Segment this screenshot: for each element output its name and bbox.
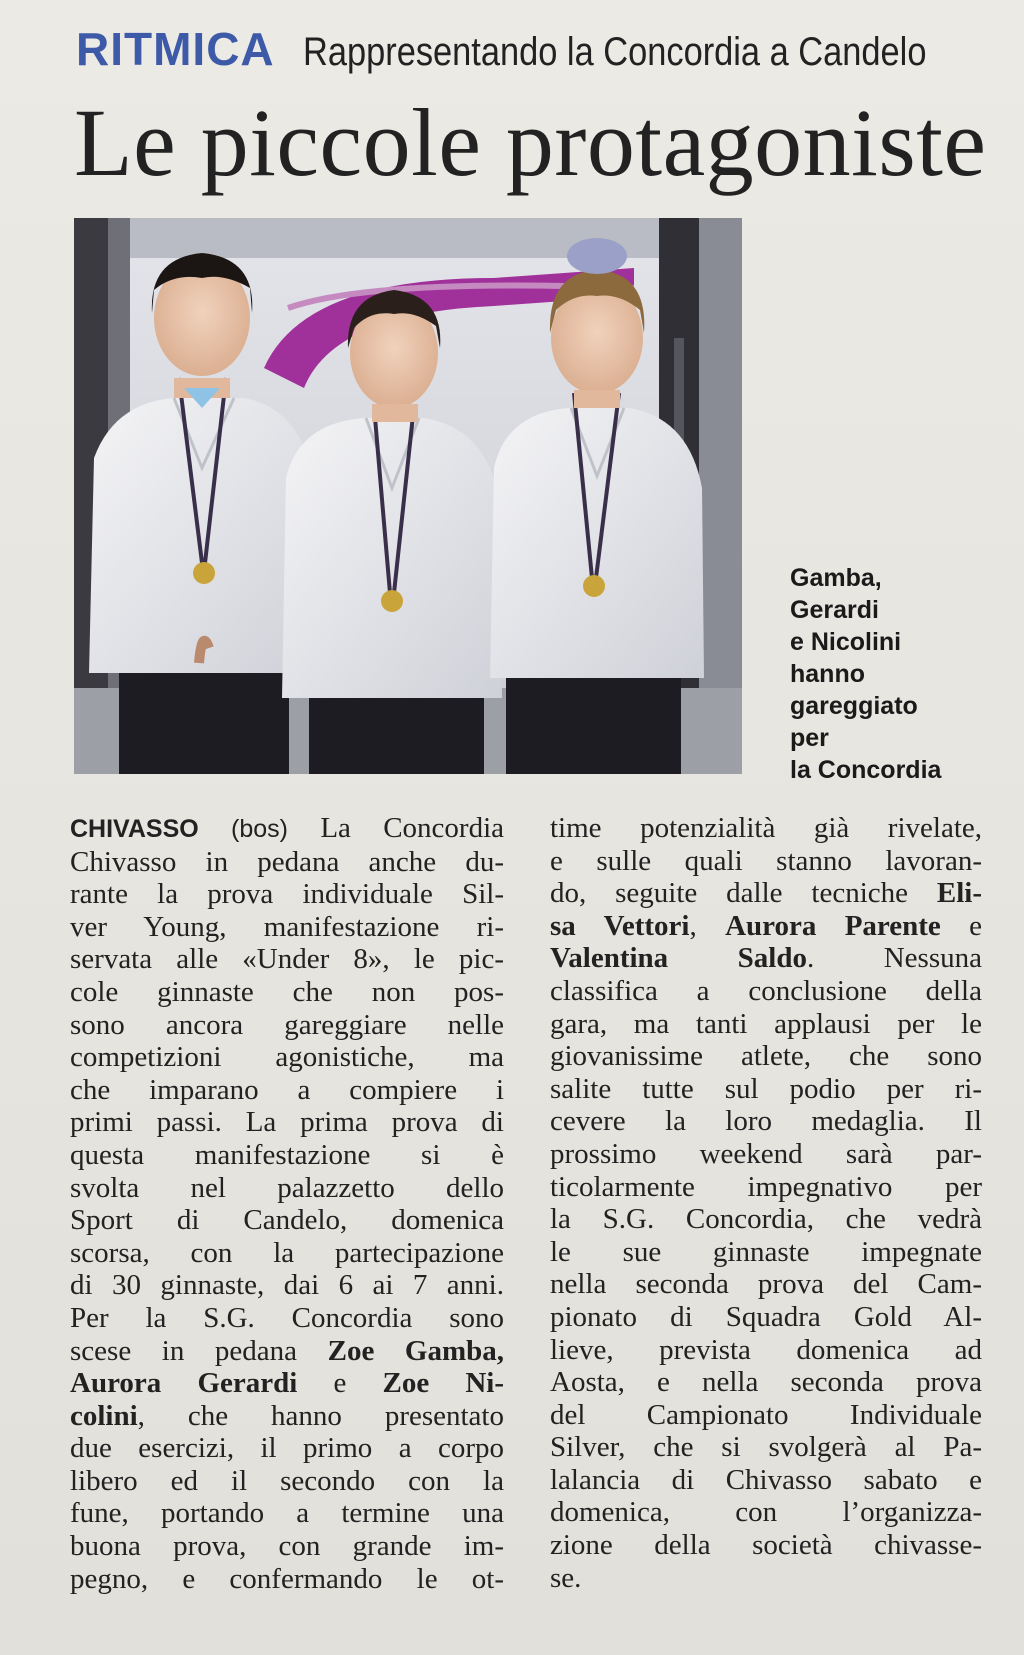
text-line: ver Young, manifestazione ri- [70, 910, 504, 943]
text-line: primi passi. La prima prova di [70, 1106, 504, 1139]
athlete-name: Zoe Ni- [382, 1367, 505, 1400]
text-line: e sulle quali stanno lavoran- [550, 844, 982, 877]
text-line: servata alle «Under 8», le pic- [70, 943, 504, 976]
text-line: di 30 ginnaste, dai 6 ai 7 anni. [70, 1269, 504, 1302]
text-line: CHIVASSO (bos) La Concordia [70, 812, 505, 844]
caption-line: per [790, 724, 829, 752]
text-line: domenica, con l’organizza- [550, 1496, 982, 1529]
text-line: Per la S.G. Concordia sono [70, 1301, 504, 1334]
section-kicker: RITMICA [76, 23, 275, 75]
text-line: questa manifestazione si è [70, 1138, 504, 1171]
coach-name: Eli- [936, 877, 983, 910]
subheadline: Rappresentando la Concordia a Candelo [302, 30, 927, 74]
text-line: che imparano a compiere i [70, 1073, 504, 1106]
coach-name: Valentina Saldo [550, 942, 807, 975]
text-line: lalancia di Chivasso sabato e [550, 1463, 982, 1496]
text-line: cole ginnaste che non pos- [70, 975, 504, 1008]
text-line: due esercizi, il primo a corpo [70, 1432, 504, 1465]
article-column-left [70, 812, 504, 1595]
article-column-right [550, 812, 982, 1594]
caption-line: gareggiato [790, 692, 918, 720]
text-line: scorsa, con la partecipazione [70, 1236, 504, 1269]
dateline: CHIVASSO [70, 815, 199, 843]
text-line: Valentina Saldo. Nessuna [550, 942, 982, 975]
caption-line: hanno [790, 660, 865, 688]
text-line: time potenzialità già rivelate, [550, 812, 982, 844]
text-line: classifica a conclusione della [550, 974, 982, 1007]
text-line: prossimo weekend sarà par- [550, 1137, 982, 1170]
text-line: giovanissime atlete, che sono [550, 1040, 982, 1073]
caption-line: e Nicolini [790, 628, 902, 656]
text-line: la S.G. Concordia, che vedrà [550, 1203, 982, 1236]
photo-three-gymnasts [74, 218, 742, 774]
text-line: sa Vettori, Aurora Parente e [550, 909, 982, 942]
text-line: competizioni agonistiche, ma [70, 1041, 504, 1074]
text-line: ticolarmente impegnativo per [550, 1170, 982, 1203]
text-line: buona prova, con grande im- [70, 1530, 504, 1563]
text-line: del Campionato Individuale [550, 1398, 982, 1431]
athlete-name: Aurora Gerardi [70, 1367, 298, 1400]
text-line: sono ancora gareggiare nelle [70, 1008, 504, 1041]
text-line: nella seconda prova del Cam- [550, 1268, 982, 1301]
text-line: rante la prova individuale Sil- [70, 878, 504, 911]
text-line: fune, portando a termine una [70, 1497, 504, 1530]
text-line: Chivasso in pedana anche du- [70, 845, 504, 878]
caption-line: Gerardi [790, 596, 879, 624]
text-line: le sue ginnaste impegnate [550, 1235, 982, 1268]
text-line: zione della società chivasse- [550, 1529, 982, 1562]
text-line: pegno, e confermando le ot- [70, 1562, 504, 1595]
text-line: Sport di Candelo, domenica [70, 1204, 504, 1237]
caption-line: Gamba, [790, 564, 882, 592]
text-line: do, seguite dalle tecniche Eli- [550, 877, 983, 910]
header-row [76, 22, 996, 82]
text-line: salite tutte sul podio per ri- [550, 1072, 982, 1105]
coach-name: sa Vettori [550, 909, 690, 942]
text-line: lieve, prevista domenica ad [550, 1333, 982, 1366]
text-line: pionato di Squadra Gold Al- [550, 1300, 982, 1333]
photo-caption [790, 562, 1000, 786]
text-line: gara, ma tanti applausi per le [550, 1007, 982, 1040]
headline: Le piccole protagoniste [74, 89, 987, 196]
text-line: Silver, che si svolgerà al Pa- [550, 1431, 982, 1464]
text-line: cevere la loro medaglia. Il [550, 1105, 982, 1138]
text-line: se. [550, 1561, 582, 1594]
text-line: Aosta, e nella seconda prova [550, 1366, 982, 1399]
athlete-name: Zoe Gamba, [327, 1334, 505, 1367]
athlete-name: colini [70, 1399, 138, 1432]
byline: (bos) [231, 815, 289, 843]
text-line: scese in pedana Zoe Gamba, [70, 1334, 505, 1367]
text-line: Aurora Gerardi e Zoe Ni- [70, 1367, 505, 1400]
coach-name: Aurora Parente [725, 909, 941, 942]
text-line: svolta nel palazzetto dello [70, 1171, 504, 1204]
text-line: libero ed il secondo con la [70, 1464, 504, 1497]
text-line: colini, che hanno presentato [70, 1399, 504, 1432]
caption-line: la Concordia [790, 756, 942, 784]
